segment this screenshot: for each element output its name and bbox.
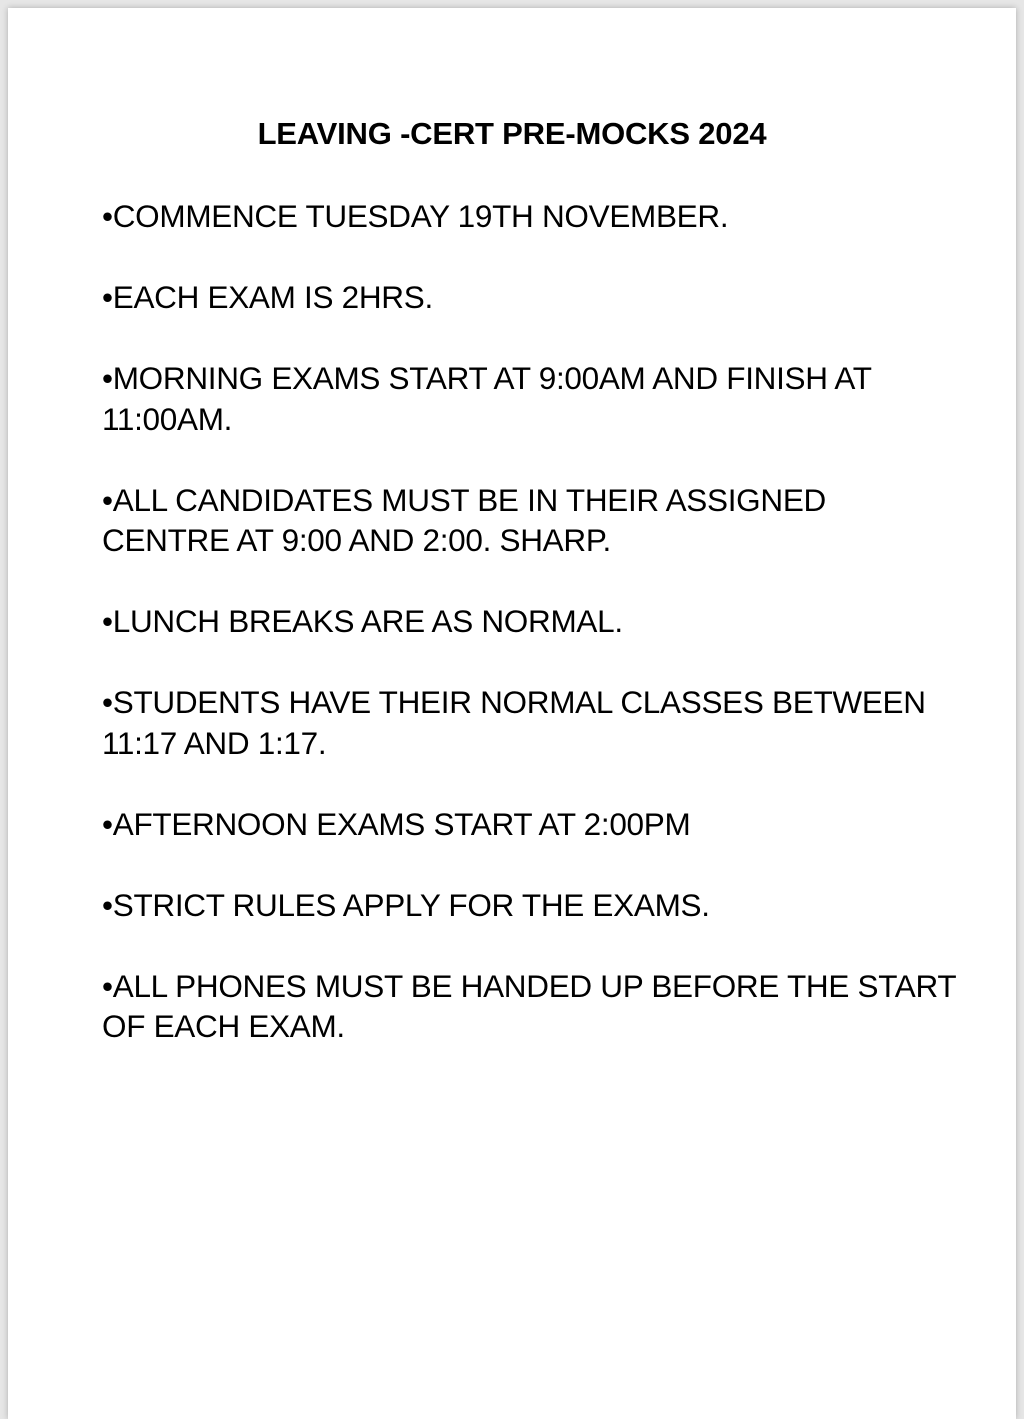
notice-item-strict-rules: •STRICT RULES APPLY FOR THE EXAMS. [102,886,710,923]
notice-item-lunch-breaks: •LUNCH BREAKS ARE AS NORMAL. [102,603,623,639]
notice-item-commence: •COMMENCE TUESDAY 19TH NOVEMBER. [102,198,729,234]
notice-item-normal-classes: •STUDENTS HAVE THEIR NORMAL CLASSES BETWEEN 11:17 AND 1:17. [102,684,926,761]
notice-item-morning-exams: •MORNING EXAMS START AT 9:00AM AND FINISH AT 11:00AM. [102,360,872,437]
notice-item-exam-length: •EACH EXAM IS 2HRS. [102,279,433,315]
notice-list [102,196,962,1087]
document-page [8,8,1016,1419]
notice-item-phones: •ALL PHONES MUST BE HANDED UP BEFORE THE START OF EACH EXAM. [102,967,956,1044]
document-title: LEAVING -CERT PRE-MOCKS 2024 [257,116,767,151]
notice-item-candidates-centre: •ALL CANDIDATES MUST BE IN THEIR ASSIGNED CENTRE AT 9:00 AND 2:00. SHARP. [102,481,826,558]
notice-item-afternoon-exams: •AFTERNOON EXAMS START AT 2:00PM [102,805,691,842]
